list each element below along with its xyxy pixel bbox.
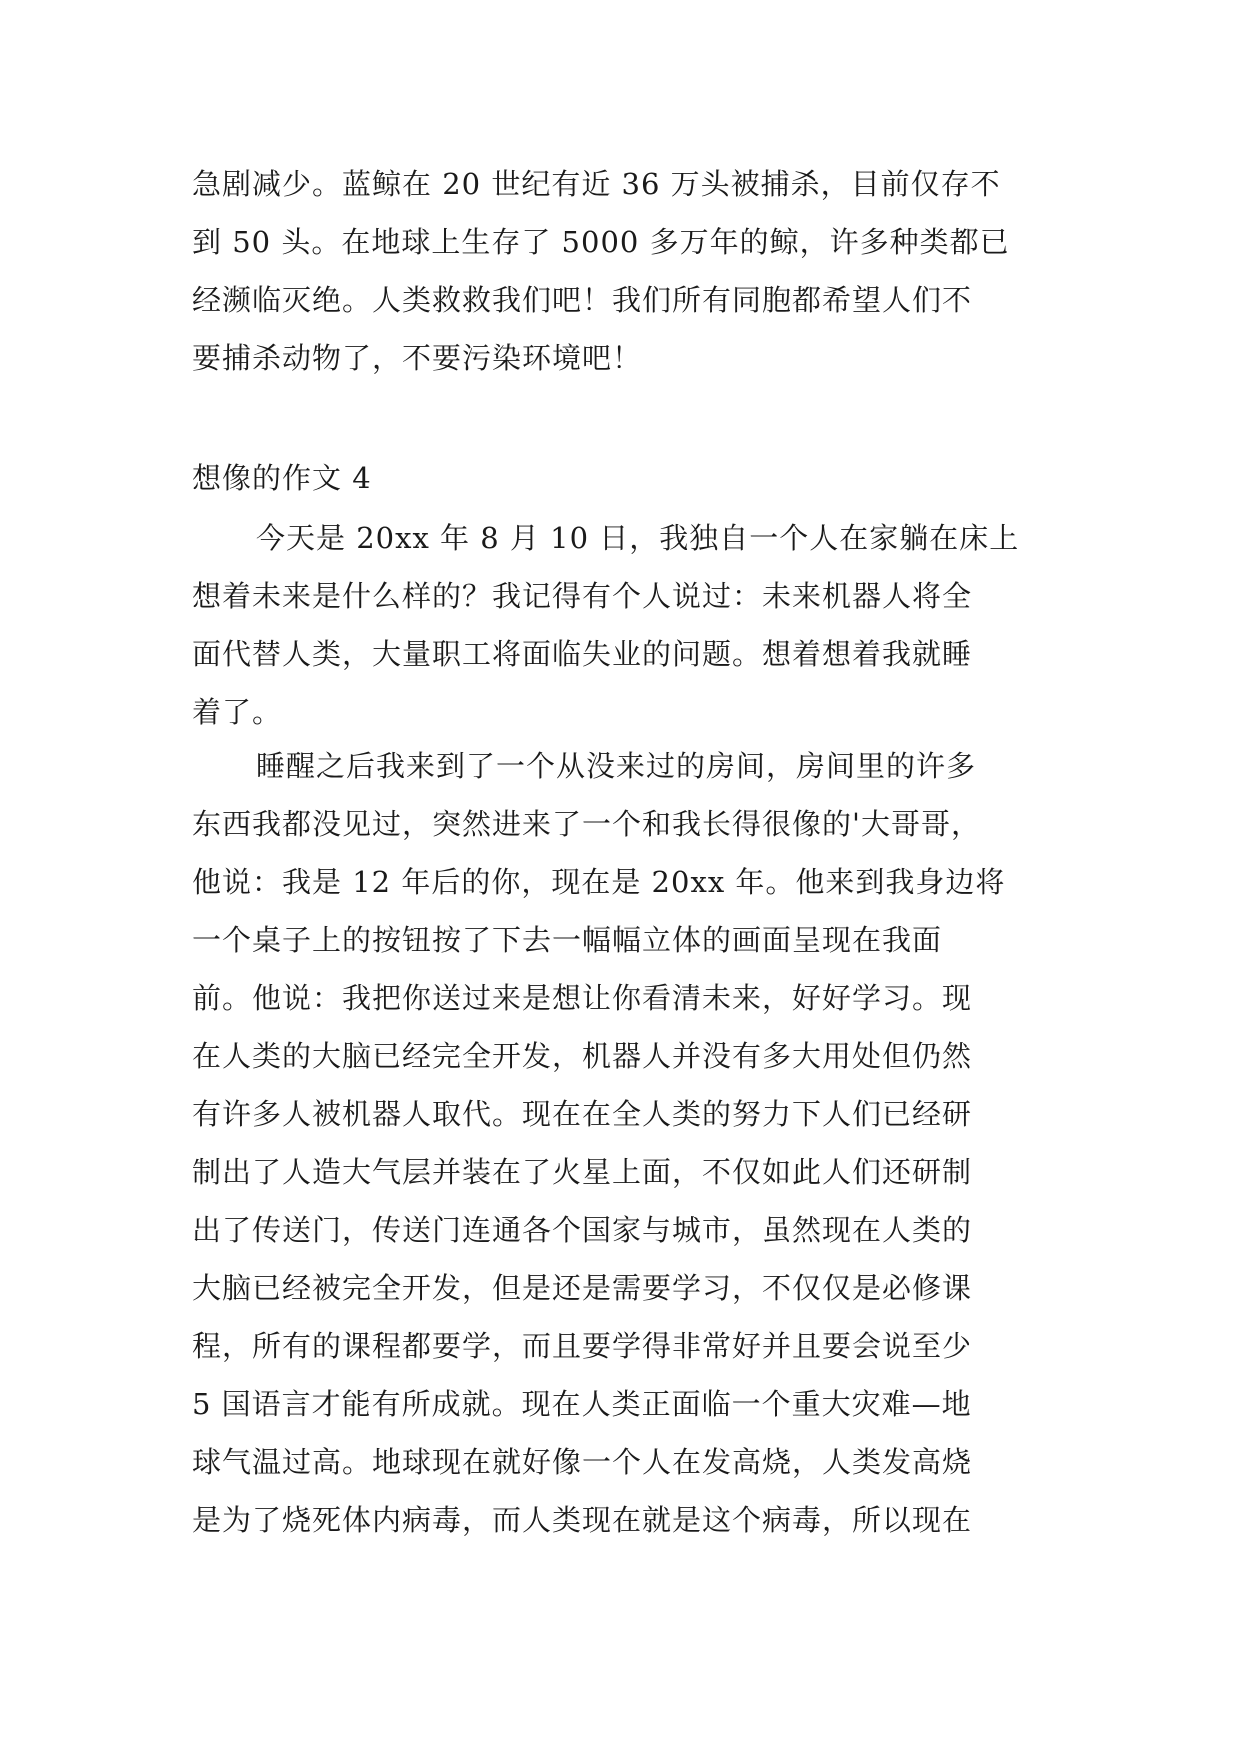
text-line: 他说：我是 12 年后的你，现在是 20xx 年。他来到我身边将 [192,865,1006,899]
section-heading [192,449,1052,507]
paragraph-1 [192,509,1052,741]
text-line: 面代替人类，大量职工将面临失业的问题。想着想着我就睡 [192,637,973,671]
text-line: 想着未来是什么样的？我记得有个人说过：未来机器人将全 [192,579,973,613]
text-line: 着了。 [192,695,283,729]
text-line: 是为了烧死体内病毒，而人类现在就是这个病毒，所以现在 [192,1503,973,1537]
section-title: 想像的作文 4 [192,461,372,495]
text-line: 大脑已经被完全开发，但是还是需要学习，不仅仅是必修课 [192,1271,973,1305]
text-line: 程，所有的课程都要学，而且要学得非常好并且要会说至少 [192,1329,973,1363]
text-line: 5 国语言才能有所成就。现在人类正面临一个重大灾难—地 [192,1387,972,1421]
text-line: 球气温过高。地球现在就好像一个人在发高烧，人类发高烧 [192,1445,973,1479]
text-line: 到 50 头。在地球上生存了 5000 多万年的鲸，许多种类都已 [192,225,1010,259]
text-line: 今天是 20xx 年 8 月 10 日，我独自一个人在家躺在床上 [256,521,1020,555]
text-line: 睡醒之后我来到了一个从没来过的房间，房间里的许多 [256,749,977,783]
text-line: 要捕杀动物了，不要污染环境吧！ [192,341,643,375]
text-line: 在人类的大脑已经完全开发，机器人并没有多大用处但仍然 [192,1039,973,1073]
text-line: 制出了人造大气层并装在了火星上面，不仅如此人们还研制 [192,1155,973,1189]
text-line: 东西我都没见过，突然进来了一个和我长得很像的'大哥哥， [192,807,981,841]
text-line: 出了传送门，传送门连通各个国家与城市，虽然现在人类的 [192,1213,973,1247]
text-line: 有许多人被机器人取代。现在在全人类的努力下人们已经研 [192,1097,973,1131]
text-line: 一个桌子上的按钮按了下去一幅幅立体的画面呈现在我面 [192,923,943,957]
text-line: 经濒临灭绝。人类救救我们吧！我们所有同胞都希望人们不 [192,283,973,317]
text-line: 前。他说：我把你送过来是想让你看清未来，好好学习。现 [192,981,973,1015]
top-paragraph [192,155,1052,387]
text-line: 急剧减少。蓝鲸在 20 世纪有近 36 万头被捕杀，目前仅存不 [192,167,1001,201]
paragraph-2 [192,737,1052,1549]
